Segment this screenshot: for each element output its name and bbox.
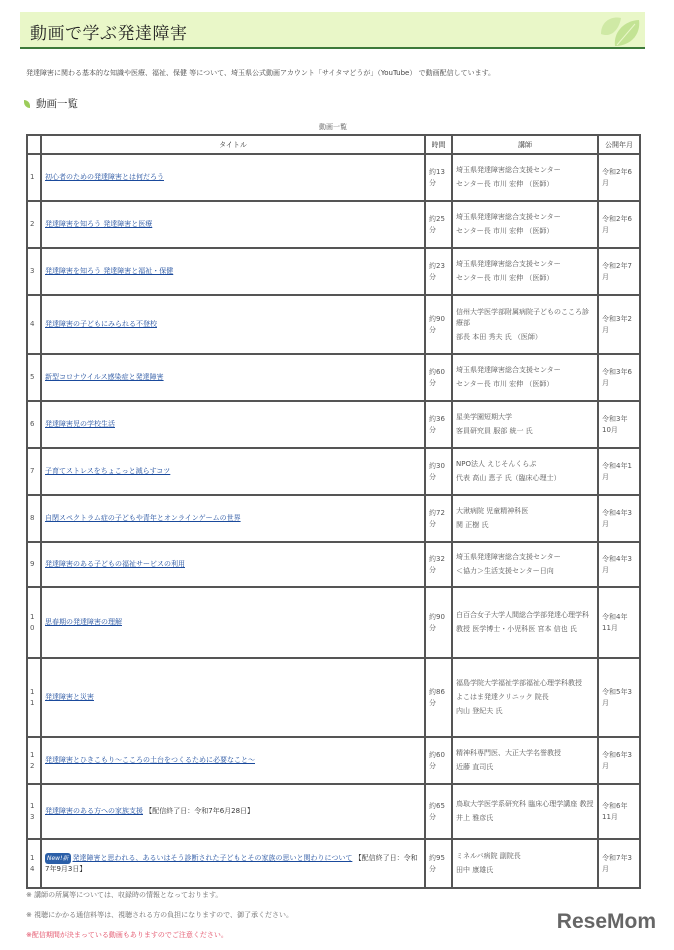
duration: 約60分 <box>425 354 452 401</box>
note-affiliation: ※ 講師の所属等については、収録時の情報となっております。 <box>26 891 223 899</box>
lecturer-cell <box>452 154 598 201</box>
title-cell <box>41 542 425 587</box>
lecturer-line: 福島学院大学福祉学部福祉心理学科教授 <box>456 679 582 687</box>
duration: 約60分 <box>425 737 452 784</box>
title-cell <box>41 784 425 839</box>
lecturer-line: 代表 高山 恵子 氏（臨床心理士） <box>456 474 561 482</box>
publish-date: 令和4年11月 <box>598 587 640 658</box>
lecturer-line: 精神科専門医、大正大学名誉教授 <box>456 749 561 757</box>
row-number: 10 <box>27 587 41 658</box>
publish-date: 令和3年10月 <box>598 401 640 448</box>
row-number: 8 <box>27 495 41 542</box>
table-row <box>27 201 640 248</box>
video-link[interactable]: 発達障害と思われる、あるいはそう診断された子どもとその家族の思いと関わりについて <box>72 853 353 862</box>
lecturer-line: 信州大学医学部附属病院子どものこころ診療部 <box>456 307 589 327</box>
video-link[interactable]: 発達障害の子どもにみられる不登校 <box>45 320 157 328</box>
lecturer-cell <box>452 784 598 839</box>
lecturer-cell <box>452 542 598 587</box>
table-row <box>27 248 640 295</box>
table-row <box>27 658 640 737</box>
duration: 約25分 <box>425 201 452 248</box>
page-title: 動画で学ぶ発達障害 <box>30 24 188 44</box>
lecturer-line: ＜協力＞生活支援センター日向 <box>456 567 554 575</box>
duration: 約86分 <box>425 658 452 737</box>
leaf-bullet-icon <box>24 100 30 108</box>
new-badge-icon: New!新 <box>47 854 69 862</box>
video-link[interactable]: 発達障害とひきこもり～こころの土台をつくるために必要なこと～ <box>45 756 255 764</box>
table-row <box>27 784 640 839</box>
title-cell <box>41 495 425 542</box>
row-number: 9 <box>27 542 41 587</box>
publish-date: 令和4年3月 <box>598 542 640 587</box>
lecturer-line: 井上 雅彦氏 <box>456 814 494 822</box>
table-row <box>27 587 640 658</box>
lecturer-cell <box>452 401 598 448</box>
video-link[interactable]: 初心者のための発達障害とは何だろう <box>45 173 164 181</box>
row-number: 6 <box>27 401 41 448</box>
lecturer-line: 埼玉県発達障害総合支援センター <box>456 213 561 221</box>
lecturer-cell <box>452 295 598 354</box>
table-row <box>27 495 640 542</box>
publish-date: 令和3年2月 <box>598 295 640 354</box>
publish-date: 令和3年6月 <box>598 354 640 401</box>
header-title: タイトル <box>41 135 425 154</box>
row-number: 1 <box>27 154 41 201</box>
duration: 約90分 <box>425 295 452 354</box>
table-row <box>27 839 640 888</box>
lecturer-line: 部長 本田 秀夫 氏 （医師） <box>456 332 542 341</box>
note-distribution-period: ※配信期間が決まっている動画もありますのでご注意ください。 <box>26 931 228 939</box>
publish-date: 令和2年6月 <box>598 201 640 248</box>
video-link[interactable]: 思春期の発達障害の理解 <box>45 618 122 626</box>
lecturer-cell <box>452 201 598 248</box>
header-num <box>27 135 41 154</box>
table-row <box>27 737 640 784</box>
lecturer-line: 教授 医学博士・小児科医 宮本 信也 氏 <box>456 625 577 633</box>
table-row <box>27 448 640 495</box>
publish-date: 令和4年3月 <box>598 495 640 542</box>
title-cell <box>41 587 425 658</box>
publish-date: 令和6年3月 <box>598 737 640 784</box>
row-number: 5 <box>27 354 41 401</box>
note-data-charges: ※ 視聴にかかる通信料等は、視聴される方の負担になりますので、御了承ください。 <box>26 911 293 919</box>
video-link[interactable]: 発達障害と災害 <box>45 693 94 701</box>
row-number: 3 <box>27 248 41 295</box>
lecturer-line: NPO法人 えじそんくらぶ <box>456 460 537 468</box>
intro-text: 発達障害に関わる基本的な知識や医療、福祉、保健 等について、埼玉県公式動画アカウント「サイタマどうが」（YouTube） で動画配信しています。 <box>26 69 496 77</box>
table-row <box>27 354 640 401</box>
table-row <box>27 295 640 354</box>
publish-date: 令和6年11月 <box>598 784 640 839</box>
lecturer-line: 関 正樹 氏 <box>456 521 489 529</box>
title-cell <box>41 154 425 201</box>
lecturer-line: 大湫病院 児童精神科医 <box>456 507 529 515</box>
duration: 約36分 <box>425 401 452 448</box>
title-cell <box>41 401 425 448</box>
lecturer-line: 田中 康雄氏 <box>456 866 494 874</box>
resemom-watermark: ReseMom <box>556 910 656 933</box>
publish-date: 令和2年7月 <box>598 248 640 295</box>
video-link[interactable]: 子育てストレスをちょこっと減らすコツ <box>45 467 171 475</box>
lecturer-line: 埼玉県発達障害総合支援センター <box>456 166 561 174</box>
row-number: 12 <box>27 737 41 784</box>
duration: 約65分 <box>425 784 452 839</box>
lecturer-line: よこはま発達クリニック 院長 <box>456 693 549 701</box>
lecturer-cell <box>452 839 598 888</box>
lecturer-line: 埼玉県発達障害総合支援センター <box>456 366 561 374</box>
title-cell <box>41 248 425 295</box>
title-cell <box>41 658 425 737</box>
table-header-row <box>27 135 640 154</box>
table-row <box>27 401 640 448</box>
lecturer-cell <box>452 658 598 737</box>
title-cell <box>41 354 425 401</box>
lecturer-cell <box>452 737 598 784</box>
row-number: 11 <box>27 658 41 737</box>
duration: 約90分 <box>425 587 452 658</box>
row-number: 14 <box>27 839 41 888</box>
section-heading <box>24 96 78 111</box>
lecturer-cell <box>452 354 598 401</box>
lecturer-line: センター長 市川 宏伸 （医師） <box>456 227 554 235</box>
video-link[interactable]: 発達障害のある子どもの福祉サービスの利用 <box>45 560 185 568</box>
lecturer-cell <box>452 448 598 495</box>
row-number: 4 <box>27 295 41 354</box>
video-link[interactable]: 発達障害児の学校生活 <box>45 420 115 428</box>
title-cell <box>41 737 425 784</box>
lecturer-line: 内山 登紀夫 氏 <box>456 707 503 715</box>
video-link[interactable]: 発達障害を知ろう 発達障害と医療 <box>45 220 153 228</box>
row-number: 7 <box>27 448 41 495</box>
table-row <box>27 154 640 201</box>
publish-date: 令和5年3月 <box>598 658 640 737</box>
lecturer-line: ミネルバ病院 副院長 <box>456 852 521 860</box>
duration: 約23分 <box>425 248 452 295</box>
lecturer-line: 鳥取大学医学系研究科 臨床心理学講座 教授 <box>456 800 594 808</box>
lecturer-line: センター長 市川 宏伸 （医師） <box>456 274 554 282</box>
section-title: 動画一覧 <box>36 98 78 110</box>
table-caption: 動画一覧 <box>319 123 347 131</box>
lecturer-cell <box>452 495 598 542</box>
lecturer-line: 星美学園短期大学 <box>456 413 512 421</box>
notes <box>26 890 293 950</box>
duration: 約95分 <box>425 839 452 888</box>
duration: 約13分 <box>425 154 452 201</box>
video-link[interactable]: 新型コロナウイルス感染症と発達障害 <box>45 373 164 381</box>
lecturer-line: センター長 市川 宏伸 （医師） <box>456 380 554 388</box>
video-link[interactable]: 発達障害を知ろう 発達障害と福祉・保健 <box>45 267 174 275</box>
title-cell <box>41 839 425 888</box>
lecturer-line: 白百合女子大学人間総合学部発達心理学科 <box>456 611 589 619</box>
lecturer-line: 埼玉県発達障害総合支援センター <box>456 553 561 561</box>
header-time: 時間 <box>425 135 452 154</box>
end-date-note: 【配信終了日：令和7年9月3日】 <box>45 853 418 873</box>
row-number: 2 <box>27 201 41 248</box>
lecturer-line: センター長 市川 宏伸 （医師） <box>456 180 554 188</box>
header-date: 公開年月 <box>598 135 640 154</box>
video-link[interactable]: 発達障害のある方への家族支援 <box>45 807 143 815</box>
table-row <box>27 542 640 587</box>
lecturer-cell <box>452 248 598 295</box>
title-cell <box>41 295 425 354</box>
video-link[interactable]: 自閉スペクトラム症の子どもや青年とオンラインゲームの世界 <box>45 514 241 522</box>
leaf-icon <box>597 14 641 47</box>
lecturer-line: 近藤 直司氏 <box>456 763 494 771</box>
duration: 約72分 <box>425 495 452 542</box>
video-table <box>26 134 641 889</box>
header-lecturer: 講師 <box>452 135 598 154</box>
title-cell <box>41 201 425 248</box>
row-number: 13 <box>27 784 41 839</box>
lecturer-line: 客員研究員 服部 統一 氏 <box>456 427 533 435</box>
publish-date: 令和7年3月 <box>598 839 640 888</box>
lecturer-line: 埼玉県発達障害総合支援センター <box>456 260 561 268</box>
publish-date: 令和2年6月 <box>598 154 640 201</box>
duration: 約30分 <box>425 448 452 495</box>
lecturer-cell <box>452 587 598 658</box>
publish-date: 令和4年1月 <box>598 448 640 495</box>
duration: 約32分 <box>425 542 452 587</box>
page-header <box>20 12 645 49</box>
end-date-note: 【配信終了日：令和7年6月28日】 <box>145 807 255 815</box>
title-cell <box>41 448 425 495</box>
